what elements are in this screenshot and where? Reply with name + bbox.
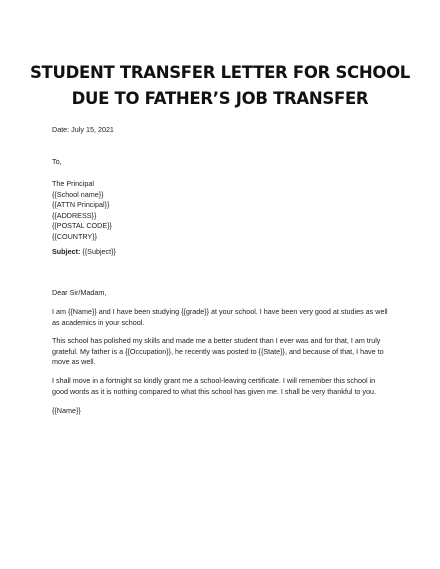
recipient-line: {{POSTAL CODE}} bbox=[52, 221, 112, 231]
recipient-address bbox=[52, 179, 392, 243]
signature-name: {{Name}} bbox=[52, 406, 81, 415]
recipient-line: The Principal bbox=[52, 179, 94, 188]
recipient-line: {{COUNTRY}} bbox=[52, 231, 98, 241]
paragraph-2 bbox=[52, 336, 392, 368]
recipient-line: {{School name}} bbox=[52, 189, 104, 199]
paragraph-line: as academics in your school. bbox=[52, 317, 145, 327]
letter-title-line-1: STUDENT TRANSFER LETTER FOR SCHOOL bbox=[29, 63, 411, 82]
paragraph-line: This school has polished my skills and made me a better student than I ever was and for that, I am truly bbox=[52, 336, 381, 345]
salutation: Dear Sir/Madam, bbox=[52, 288, 107, 297]
subject-value: {{Subject}} bbox=[80, 247, 116, 256]
paragraph-3 bbox=[52, 376, 392, 397]
paragraph-line: good words as it is nothing compared to what this school has given me. I shall be very thankful to you. bbox=[52, 386, 377, 396]
recipient-line: {{ATTN Principal}} bbox=[52, 200, 110, 210]
subject-label: Subject: bbox=[52, 247, 81, 256]
paragraph-line: I am {{Name}} and I have been studying {{grade}} at your school. I have been very good at studies as well bbox=[52, 307, 388, 316]
subject-line bbox=[52, 247, 392, 258]
paragraph-line: I shall move in a fortnight so kindly grant me a school-leaving certificate. I will remember this school in bbox=[52, 376, 376, 385]
to-line: To, bbox=[52, 157, 62, 166]
date-line: Date: July 15, 2021 bbox=[52, 125, 114, 134]
recipient-line: {{ADDRESS}} bbox=[52, 210, 97, 220]
paragraph-1 bbox=[52, 307, 392, 328]
paragraph-line: grateful. My father is a {{Occupation}}, he recently was posted to {{State}}, and because of that, I have to bbox=[52, 346, 384, 356]
paragraph-line: move as well. bbox=[52, 357, 96, 367]
letter-title-line-2: DUE TO FATHER’S JOB TRANSFER bbox=[71, 89, 369, 108]
